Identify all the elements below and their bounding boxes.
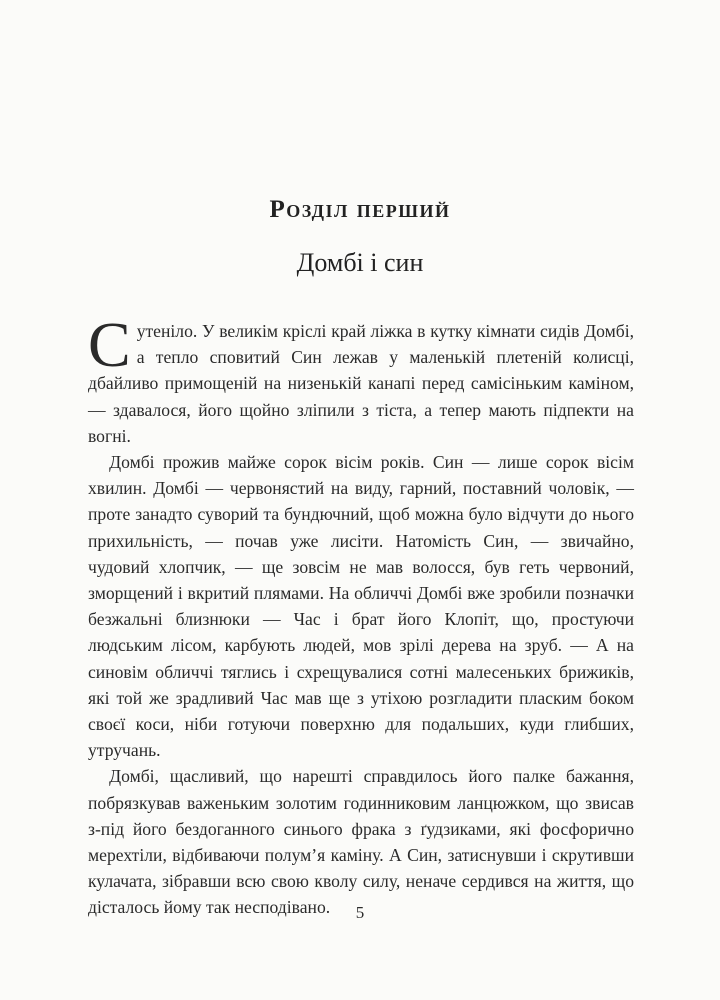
drop-cap: С bbox=[88, 309, 131, 380]
chapter-heading-initial: Р bbox=[269, 196, 287, 223]
paragraph-1-text: утеніло. У великім кріслі край ліжка в кутку кімнати сидів Домбі, а тепло сповитий Син лежав у маленькій плетеній колисці, дбайливо примощеній на низенькій канапі перед самісіньким каміном, — здавалося, його щойно зліпили з тіста, а тепер мають підпекти на вогні. bbox=[88, 321, 634, 446]
page-number: 5 bbox=[355, 903, 365, 922]
chapter-heading bbox=[0, 196, 720, 224]
paragraph-3: Домбі, щасливий, що нарешті справдилось його палке бажання, побрязкував важеньким золотим годинниковим ланцюжком, що звисав з-під його бездоганного синього фрака з ґудзиками, які фосфорично мерехтіли, відбиваючи полум’я каміну. А Син, затиснувши і скрутивши кулачата, зібравши всю свою кволу силу, неначе сердився на життя, що дісталось йому так несподівано. bbox=[88, 766, 634, 918]
chapter-title: Домбі і син bbox=[296, 248, 424, 277]
paragraph-1 bbox=[88, 309, 634, 449]
chapter-body bbox=[88, 309, 634, 921]
paragraph-2: Домбі прожив майже сорок вісім років. Син — лише сорок вісім хвилин. Домбі — червонястий на виду, гарний, поставний чоловік, — проте занадто суворий та бундючний, щоб можна було відчути до нього прихильність, — почав уже лисіти. Натомість Син, — звичайно, чудовий хлопчик, — ще зовсім не мав волосся, був геть червоний, зморщений і вкритий плямами. На обличчі Домбі вже зробили позначки безжальні близнюки — Час і брат його Клопіт, що, простуючи людським лісом, карбують людей, мов зрілі дерева на зруб. — А на синовім обличчі тяглись і схрещувалися сотні малесеньких брижиків, які той же зрадливий Час мав ще з утіхою розгладити пласким боком своєї коси, ніби готуючи поверхню для подальших, куди глибших, утручань. bbox=[88, 452, 634, 761]
chapter-heading-rest: озділ перший bbox=[286, 196, 451, 223]
